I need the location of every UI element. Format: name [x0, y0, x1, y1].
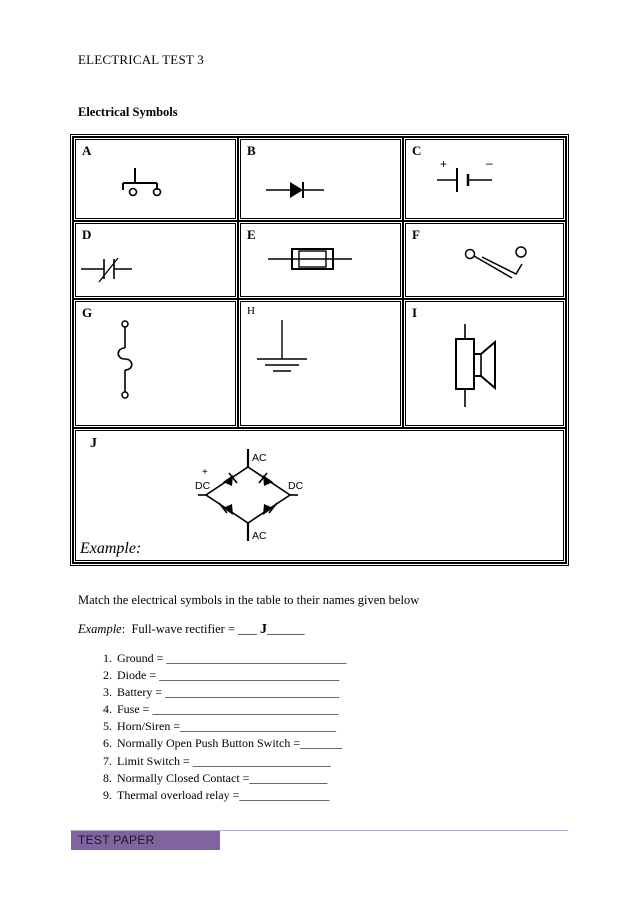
horn-siren-icon [406, 302, 566, 428]
cell-label: G [82, 305, 93, 320]
diode-icon [241, 140, 401, 220]
question-item: 2. Diode = ______________________________ [115, 667, 346, 684]
battery-icon [406, 140, 566, 220]
symbol-cell-d [73, 221, 238, 299]
dc-left-label: DC [195, 480, 211, 492]
section-title: Electrical Symbols [78, 105, 178, 119]
page-header: ELECTRICAL TEST 3 [78, 52, 204, 67]
question-list [78, 650, 346, 804]
symbol-cell-h [238, 299, 403, 428]
instructions: Match the electrical symbols in the table to their names given below [78, 593, 420, 607]
symbol-cell-b [238, 137, 403, 221]
limit-switch-icon [406, 224, 566, 300]
cell-label: B [247, 143, 256, 158]
question-item: 7. Limit Switch = _______________________ [115, 753, 346, 770]
ac-top-label: AC [252, 452, 267, 464]
question-item: 9. Thermal overload relay =_______________ [115, 787, 346, 804]
symbol-cell-a [73, 137, 238, 221]
cell-label: A [82, 143, 92, 158]
ground-icon [241, 302, 401, 428]
example-line [78, 622, 305, 638]
symbols-table [70, 134, 569, 566]
question-item: 1. Ground = ______________________________ [115, 650, 346, 667]
symbol-cell-f [403, 221, 566, 299]
question-item: 5. Horn/Siren =__________________________ [115, 718, 346, 735]
example-answer: J [260, 622, 267, 637]
question-item: 3. Battery = _____________________________ [115, 684, 346, 701]
normally-closed-contact-icon [76, 224, 236, 300]
cell-label: C [412, 143, 422, 158]
full-wave-rectifier-icon [76, 431, 566, 563]
example-caption: Example: [80, 540, 142, 557]
thermal-overload-relay-icon [76, 302, 236, 428]
question-item: 8. Normally Closed Contact =_____________ [115, 770, 346, 787]
fuse-icon [241, 224, 401, 300]
plus-sign: + [440, 157, 448, 171]
question-item: 6. Normally Open Push Button Switch =_______ [115, 735, 346, 752]
symbol-cell-j [73, 428, 566, 563]
cell-label: F [412, 227, 420, 242]
example-tail: ______ [267, 622, 305, 636]
question-item: 4. Fuse = _______________________________ [115, 701, 346, 718]
symbol-cell-e [238, 221, 403, 299]
cell-label: H [247, 305, 255, 317]
example-prefix: Example [78, 622, 122, 636]
footer-text: TEST PAPER [78, 833, 155, 847]
symbol-cell-i [403, 299, 566, 428]
cell-label: J [90, 436, 97, 451]
symbol-cell-g [73, 299, 238, 428]
normally-open-push-button-icon [76, 140, 236, 220]
minus-sign: – [486, 156, 493, 170]
cell-label: E [247, 227, 256, 242]
cell-label: I [412, 305, 418, 320]
ac-bottom-label: AC [252, 530, 267, 542]
dc-right-label: DC [288, 480, 304, 492]
dc-plus-label: + [202, 467, 208, 478]
example-text: : Full-wave rectifier = ___ [121, 622, 260, 636]
cell-label: D [82, 227, 92, 242]
symbol-cell-c [403, 137, 566, 221]
